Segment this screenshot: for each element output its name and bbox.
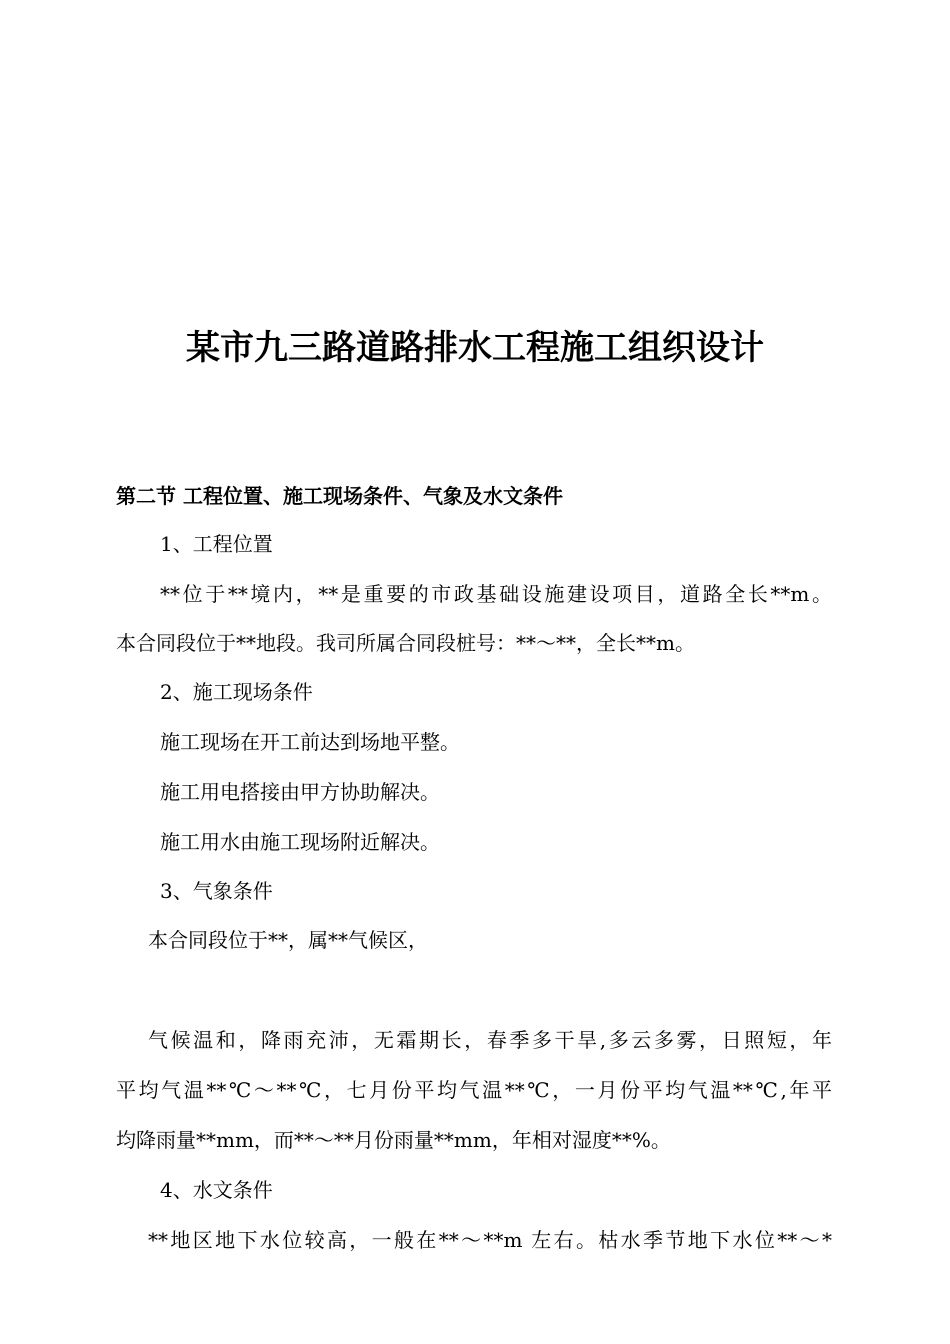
paragraph-location-line-1: **位于**境内，**是重要的市政基础设施建设项目，道路全长**m。 bbox=[160, 582, 832, 606]
subsection-heading-hydrology: 4、水文条件 bbox=[160, 1178, 273, 1202]
subsection-heading-weather: 3、气象条件 bbox=[160, 879, 273, 903]
section-heading: 第二节 工程位置、施工现场条件、气象及水文条件 bbox=[116, 484, 563, 508]
site-condition-item-3: 施工用水由施工现场附近解决。 bbox=[160, 830, 440, 854]
paragraph-weather-line-2: 平均气温**℃～**℃，七月份平均气温**℃，一月份平均气温**℃,年平 bbox=[116, 1078, 832, 1102]
paragraph-location-line-2: 本合同段位于**地段。我司所属合同段桩号：**～**，全长**m。 bbox=[116, 631, 695, 655]
paragraph-weather-intro: 本合同段位于**，属**气候区， bbox=[148, 928, 428, 952]
subsection-heading-site-conditions: 2、施工现场条件 bbox=[160, 680, 313, 704]
paragraph-weather-line-1: 气候温和，降雨充沛，无霜期长，春季多干旱,多云多雾，日照短，年 bbox=[148, 1028, 832, 1052]
subsection-heading-location: 1、工程位置 bbox=[160, 532, 273, 556]
site-condition-item-2: 施工用电搭接由甲方协助解决。 bbox=[160, 780, 440, 804]
paragraph-weather-line-3: 均降雨量**mm，而**～**月份雨量**mm，年相对湿度**%。 bbox=[116, 1128, 671, 1152]
paragraph-hydrology-line-1: **地区地下水位较高，一般在**～**m 左右。枯水季节地下水位**～* bbox=[148, 1228, 832, 1252]
document-title: 某市九三路道路排水工程施工组织设计 bbox=[186, 328, 764, 368]
site-condition-item-1: 施工现场在开工前达到场地平整。 bbox=[160, 730, 460, 754]
